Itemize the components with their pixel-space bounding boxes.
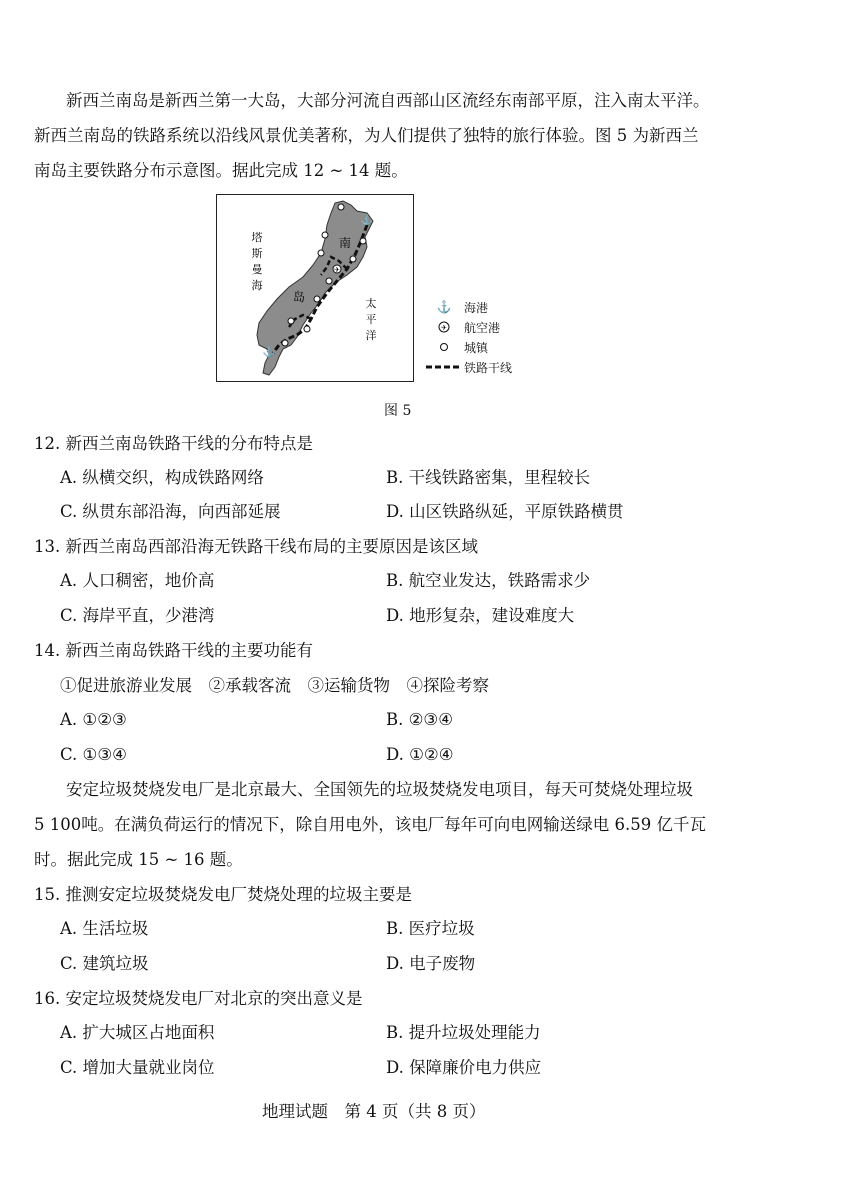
tasman-sea-label: 曼 xyxy=(251,263,263,276)
figure-caption: 图 5 xyxy=(384,403,412,419)
seaport-icon: ⚓ xyxy=(436,300,452,314)
option-d[interactable]: D. 电子废物 xyxy=(386,954,476,973)
town-marker xyxy=(350,256,356,262)
airport-glyph: ✈ xyxy=(334,266,340,274)
town-marker xyxy=(360,238,366,244)
option-a[interactable]: A. 生活垃圾 xyxy=(60,919,149,938)
question-stem: 15. 推测安定垃圾焚烧发电厂焚烧处理的垃圾主要是 xyxy=(34,885,412,904)
pacific-ocean-label: 太 xyxy=(365,297,377,310)
town-marker xyxy=(282,340,288,346)
option-a[interactable]: A. 纵横交织，构成铁路网络 xyxy=(60,468,264,487)
town-marker xyxy=(318,250,324,256)
option-b[interactable]: B. ②③④ xyxy=(386,710,453,729)
page-footer: 地理试题 第 4 页（共 8 页） xyxy=(262,1102,486,1121)
pacific-ocean-label: 洋 xyxy=(365,329,377,342)
town-marker xyxy=(288,318,294,324)
intro-paragraph-line: 5 100吨。在满负荷运行的情况下，除自用电外，该电厂每年可向电网输送绿电 6.59 亿千瓦 xyxy=(34,815,706,834)
option-b[interactable]: B. 干线铁路密集，里程较长 xyxy=(386,468,591,487)
option-c[interactable]: C. 纵贯东部沿海，向西部延展 xyxy=(60,502,281,521)
option-b[interactable]: B. 医疗垃圾 xyxy=(386,919,475,938)
tasman-sea-label: 斯 xyxy=(251,247,263,260)
railway-icon xyxy=(424,363,464,371)
option-a[interactable]: A. 人口稠密，地价高 xyxy=(60,571,215,590)
question-stem: 16. 安定垃圾焚烧发电厂对北京的突出意义是 xyxy=(34,989,363,1008)
question-sub-items: ①促进旅游业发展 ②承载客流 ③运输货物 ④探险考察 xyxy=(60,676,489,695)
question-stem: 13. 新西兰南岛西部沿海无铁路干线布局的主要原因是该区域 xyxy=(34,537,478,556)
pacific-ocean-label: 平 xyxy=(365,313,377,326)
town-marker xyxy=(314,296,320,302)
seaport-icon: ⚓ xyxy=(360,215,374,226)
option-c[interactable]: C. 建筑垃圾 xyxy=(60,954,149,973)
tasman-sea-label: 海 xyxy=(251,279,263,292)
town-marker xyxy=(338,204,344,210)
option-b[interactable]: B. 航空业发达，铁路需求少 xyxy=(386,571,591,590)
option-d[interactable]: D. 保障廉价电力供应 xyxy=(386,1058,542,1077)
legend-label: 城镇 xyxy=(464,340,489,355)
option-c[interactable]: C. 海岸平直，少港湾 xyxy=(60,606,215,625)
town-marker xyxy=(322,232,328,238)
map-graphic xyxy=(217,195,413,381)
town-icon xyxy=(424,342,464,352)
new-zealand-south-island-map xyxy=(216,194,414,382)
option-d[interactable]: D. 地形复杂，建设难度大 xyxy=(386,606,575,625)
legend-label: 铁路干线 xyxy=(464,360,513,375)
airport-icon xyxy=(424,321,464,333)
option-c[interactable]: C. ①③④ xyxy=(60,745,127,764)
question-stem: 12. 新西兰南岛铁路干线的分布特点是 xyxy=(34,434,313,453)
town-marker xyxy=(304,326,310,332)
legend-label: 海港 xyxy=(464,300,489,315)
town-marker xyxy=(326,278,332,284)
seaport-icon: ⚓ xyxy=(262,347,276,358)
intro-paragraph-line: 安定垃圾焚烧发电厂是北京最大、全国领先的垃圾焚烧发电项目，每天可焚烧处理垃圾 xyxy=(66,780,693,799)
legend-item-town xyxy=(424,338,488,356)
legend-item-seaport xyxy=(424,298,488,316)
intro-paragraph-line: 新西兰南岛的铁路系统以沿线风景优美著称，为人们提供了独特的旅行体验。图 5 为新西兰 xyxy=(34,126,699,145)
airport-marker xyxy=(333,265,341,274)
option-d[interactable]: D. ①②④ xyxy=(386,745,454,764)
legend-item-airport xyxy=(424,318,500,336)
tasman-sea-label: 塔 xyxy=(251,231,263,244)
island-label: 南 xyxy=(338,236,352,250)
intro-paragraph-line: 时。据此完成 15 ~ 16 题。 xyxy=(34,850,243,869)
legend-label: 航空港 xyxy=(464,320,501,335)
intro-paragraph-line: 南岛主要铁路分布示意图。据此完成 12 ~ 14 题。 xyxy=(34,161,408,180)
option-d[interactable]: D. 山区铁路纵延，平原铁路横贯 xyxy=(386,502,624,521)
option-a[interactable]: A. ①②③ xyxy=(60,710,127,729)
option-b[interactable]: B. 提升垃圾处理能力 xyxy=(386,1023,541,1042)
legend-item-railway xyxy=(424,358,512,376)
svg-text:✈: ✈ xyxy=(441,324,447,332)
island-label: 岛 xyxy=(292,290,306,304)
question-stem: 14. 新西兰南岛铁路干线的主要功能有 xyxy=(34,641,313,660)
option-c[interactable]: C. 增加大量就业岗位 xyxy=(60,1058,215,1077)
intro-paragraph-line: 新西兰南岛是新西兰第一大岛，大部分河流自西部山区流经东南部平原，注入南太平洋。 xyxy=(66,91,710,110)
option-a[interactable]: A. 扩大城区占地面积 xyxy=(60,1023,215,1042)
map-legend xyxy=(424,298,534,380)
